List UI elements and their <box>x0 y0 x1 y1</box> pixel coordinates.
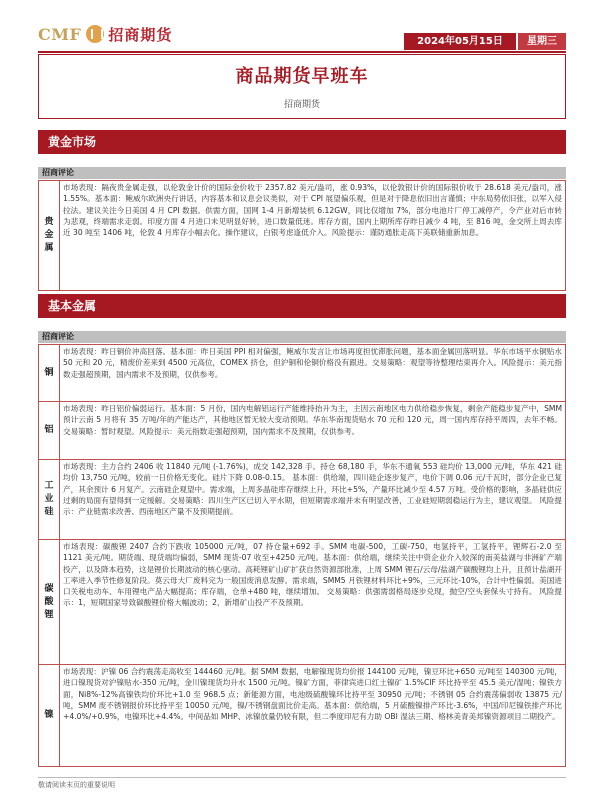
category-precious-metals <box>39 181 60 291</box>
commentary-text: 市场表现：昨日铝价偏弱运行。基本面：5 月份，国内电解铝运行产能维持抬升为主，主因云南地区电力供给稳步恢复，剩余产能稳步复产中，SMM 预计云南 5 月将有 35 万吨/年的产能达产，其他地区暂无较大变动预期。华东华南现货贴水 70 元和 120 元，周一国内库存持平周四，去年不畅。交易策略：暂时观望。风险提示：美元指数走强超预期，国内需求不及预期，仅供参考。 <box>60 402 566 460</box>
category-nickel <box>39 665 60 767</box>
logo-text: CMF <box>38 24 82 44</box>
gold-comment-header: 招商评论 <box>38 167 566 179</box>
commentary-text: 市场表现：昨日铜价冲高回落。基本面：昨日美国 PPI 相对偏强，鲍威尔发言让市场再度担忧滞胀问题，基本面金属回落明显。华东市场平水铜贴水 50 元和 20 元，精废价差来到 4500 元高位，COMEX 挤仓，但沪铜和伦铜价格没有跟进。交易策略：观望等待整理结束再介入。风险提示：美元指数走强超预期，国内需求不及预期，仅供参考。 <box>60 345 566 402</box>
category-aluminum <box>39 402 60 460</box>
category-label: 贵金属 <box>44 217 54 253</box>
table-row <box>39 181 566 291</box>
category-label: 镍 <box>44 710 54 720</box>
table-row <box>39 540 566 665</box>
page-title: 商品期货早班车 <box>235 66 369 87</box>
report-date: 2024年05月15日 <box>404 33 516 50</box>
header-divider <box>38 51 566 53</box>
category-label: 铜 <box>44 367 54 378</box>
category-industrial-silicon <box>39 460 60 540</box>
table-row <box>39 460 566 540</box>
table-row <box>39 402 566 460</box>
commentary-text: 市场表现：隔夜贵金属走强，以伦敦金计价的国际金价收于 2357.82 美元/盎司，涨 0.93%，以伦敦银计价的国际银价收于 28.618 美元/盎司，涨 1.55%。基本面：鲍威尔欧洲央行讲话，内容基本和议息会议类似，对于 CPI 展望偏乐观，但是对于降息依旧出言谨慎；中东局势依旧张，以军入侵拉法。建议关注今日美国 4 月 CPI 数据。供需方面，国网 1-4 月新增装机 6.12GW，同比仅增加 7%，部分电池片厂停工减停产，令产业对后市转为悲观，终端需求走弱。印度方面 4 月进口未见明显好转，进口数量低迷。库存方面，国内上期所库存昨日减少 4 吨，至 816 吨，金交所上周去库近 30 吨至 1406 吨，伦敦 4 月库存小幅去化。操作建议，白银考虑逢低介入。风险提示：谨防通胀走高下美联储重新加息。 <box>60 181 566 291</box>
logo-badge-icon <box>86 25 104 43</box>
category-copper <box>39 345 60 402</box>
company-logo <box>38 24 172 44</box>
logo-cn: 招商期货 <box>108 25 173 44</box>
category-label: 碳酸锂 <box>44 583 54 620</box>
category-lithium-carbonate <box>39 540 60 665</box>
page-header <box>0 0 600 47</box>
commentary-text: 市场表现：碳酸锂 2407 合约下跌收 105000 元/吨，07 持仓量+692 手。SMM 电碳-500，工碳-750，电氢持平，工氢持平，锂辉石-2.0 至 1121 美元/吨。期货端、现货端均偏弱，SMM 现货-07 收至+4250 元/吨。基本面：供给端，继续关注中资企业介入较深的南美盐湖与非洲矿产端投产，以及降本趋势，这是锂价长期波动的核心驱动。高耗锂矿山矿扩获自然资源部批准，上周 SMM 锂石/云母/盐湖产碳酸锂均上升，且预计盐湖开工率进入季节性修复阶段。莫云母大厂废料完为一般国废消息发酵。需求端，SMM5 月铁锂材料环比+9%，三元环比-10%，合计中性偏弱。美国进口关税电动车、车用锂电产品大幅提高；库存端，仓单+480 吨，继续增加。 交易策略：供强需弱格局逐步兑现，抛空/空头套保头寸持有。 风险提示：1，短期国家导致碳酸锂价格大幅波动；2，新增矿山投产不及预期。 <box>60 540 566 665</box>
category-label: 工业硅 <box>44 481 54 517</box>
table-row <box>39 345 566 402</box>
base-comment-table <box>38 344 566 767</box>
gold-comment-table <box>38 180 566 291</box>
footer-disclaimer: 敬请阅读末页的重要说明 <box>38 781 115 789</box>
footer-divider <box>38 777 566 778</box>
section-gold-title: 黄金市场 <box>38 130 566 154</box>
category-label: 铝 <box>44 425 54 435</box>
commentary-text: 市场表现：主力合约 2406 收 11840 元/吨 (-1.76%)，成交 142,328 手。持仓 68,180 手，华东不通氧 553 硅均价 13,000 元/吨，华东 421 硅均价 13,750 元/吨，较前一日价格无变化。硅片下降 0.08-0.15。 基本面：供给端，四川硅企逐步复产，电价下调 0.06 元/千瓦时，部分企业已复产，其余预计 6 月复产。云南硅企观望中。需求端，上周多晶硅库存继续上升，环比+5%，产量环比减少至 4.57 万吨。受价格的影响，多晶硅供应过剩的局面有望得到一定缓解。交易策略：四川生产区已切入平水期，但短期需求端并未有明显改善，工业硅短期弱稳运行为主，建议观望。 风险提示：产业链需求改善、西南地区产量不及预期提前。 <box>60 460 566 540</box>
section-base-title: 基本金属 <box>38 294 566 318</box>
table-row <box>39 665 566 767</box>
report-weekday: 星期三 <box>518 33 566 50</box>
commentary-text: 市场表现：沪镍 06 合约震荡走高收至 144460 元/吨。据 SMM 数据，电解镍现货均价报 144100 元/吨，镍豆环比+650 元/吨至 140300 元/吨，进口镍现货对沪镍贴水-350 元/吨，金川镍现货均升水 1500 元/吨。镍矿方面，菲律宾进口红土镍矿 1.5%CIF 环比持平至 45.5 美元/湿吨；镍铁方面，Ni8%-12%高镍铁均价环比+1.0 至 968.5 点；新能源方面，电池级硫酸镍环比持平至 30950 元/吨；不锈钢 05 合约震荡偏弱收 13875 元/吨，SMM 废不锈钢报价环比持平至 10050 元/吨，镍/不锈钢盘面比价走高。基本面：供给端，5 月硫酸镍排产环比-3.6%，中国/印尼镍铁排产环比+4.0%/+0.9%，电镍环比+4.4%。中间品如 MHP、冰镍放量仍较有限，但二季度印尼有力助 OBI 湿法三期、格林美青美邦镍资源项目二期投产。 <box>60 665 566 767</box>
page-subtitle: 招商期货 <box>283 100 320 110</box>
base-comment-header: 招商评论 <box>38 331 566 343</box>
